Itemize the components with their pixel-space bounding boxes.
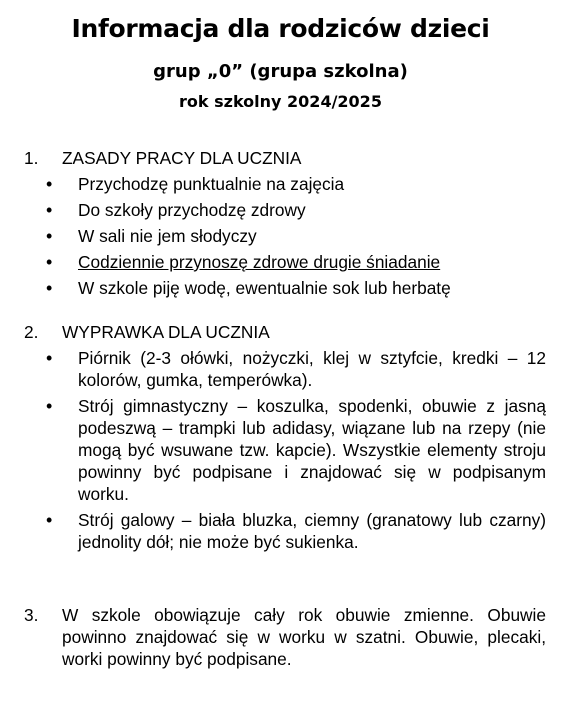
section-heading	[24, 321, 546, 343]
section-number: 2.	[24, 322, 39, 342]
list-item	[24, 347, 546, 391]
supplies-list	[24, 347, 546, 553]
list-item	[24, 173, 546, 195]
bullet-icon: •	[46, 200, 53, 220]
section-text: W szkole obowiązuje cały rok obuwie zmienne. Obuwie powinno znajdować się w worku w szatni. Obuwie, plecaki, worki powinny być podpisane.	[62, 605, 546, 669]
list-item-text: Strój gimnastyczny – koszulka, spodenki, obuwie z jasną podeszwą – trampki lub adidasy, wiązane lub na rzepy (nie mogą być wsuwane tzw. kapcie). Wszystkie elementy stroju powinny być podpisane i znajdować się w podpisanym worku.	[78, 396, 546, 504]
page-subtitle: grup „0” (grupa szkolna)	[153, 61, 408, 82]
list-item	[24, 251, 546, 273]
section-footwear	[24, 604, 546, 670]
section-heading	[24, 147, 546, 169]
bullet-icon: •	[46, 348, 53, 368]
bullet-icon: •	[46, 174, 53, 194]
list-item	[24, 509, 546, 553]
section-number: 1.	[24, 148, 39, 168]
list-item-text: W sali nie jem słodyczy	[78, 226, 257, 246]
section-heading	[24, 604, 546, 670]
section-supplies	[24, 321, 546, 557]
bullet-icon: •	[46, 278, 53, 298]
section-title: ZASADY PRACY DLA UCZNIA	[62, 148, 302, 168]
list-item-text: Do szkoły przychodzę zdrowy	[78, 200, 306, 220]
bullet-icon: •	[46, 510, 53, 530]
list-item	[24, 277, 546, 299]
list-item-text: Strój galowy – biała bluzka, ciemny (granatowy lub czarny) jednolity dół; nie może być sukienka.	[78, 510, 546, 552]
list-item-text: Przychodzę punktualnie na zajęcia	[78, 174, 345, 194]
school-year: rok szkolny 2024/2025	[179, 92, 382, 111]
page-title: Informacja dla rodziców dzieci	[71, 14, 490, 43]
list-item	[24, 225, 546, 247]
list-item	[24, 395, 546, 505]
list-item-text: W szkole piję wodę, ewentualnie sok lub herbatę	[78, 278, 451, 298]
list-item	[24, 199, 546, 221]
bullet-icon: •	[46, 252, 53, 272]
list-item-text: Codziennie przynoszę zdrowe drugie śniadanie	[78, 252, 441, 272]
section-number: 3.	[24, 605, 39, 625]
section-title: WYPRAWKA DLA UCZNIA	[62, 322, 270, 342]
bullet-icon: •	[46, 396, 53, 416]
list-item-text: Piórnik (2-3 ołówki, nożyczki, klej w sztyfcie, kredki – 12 kolorów, gumka, temperówka).	[78, 348, 546, 390]
bullet-icon: •	[46, 226, 53, 246]
section-rules	[24, 147, 546, 303]
rules-list	[24, 173, 546, 299]
